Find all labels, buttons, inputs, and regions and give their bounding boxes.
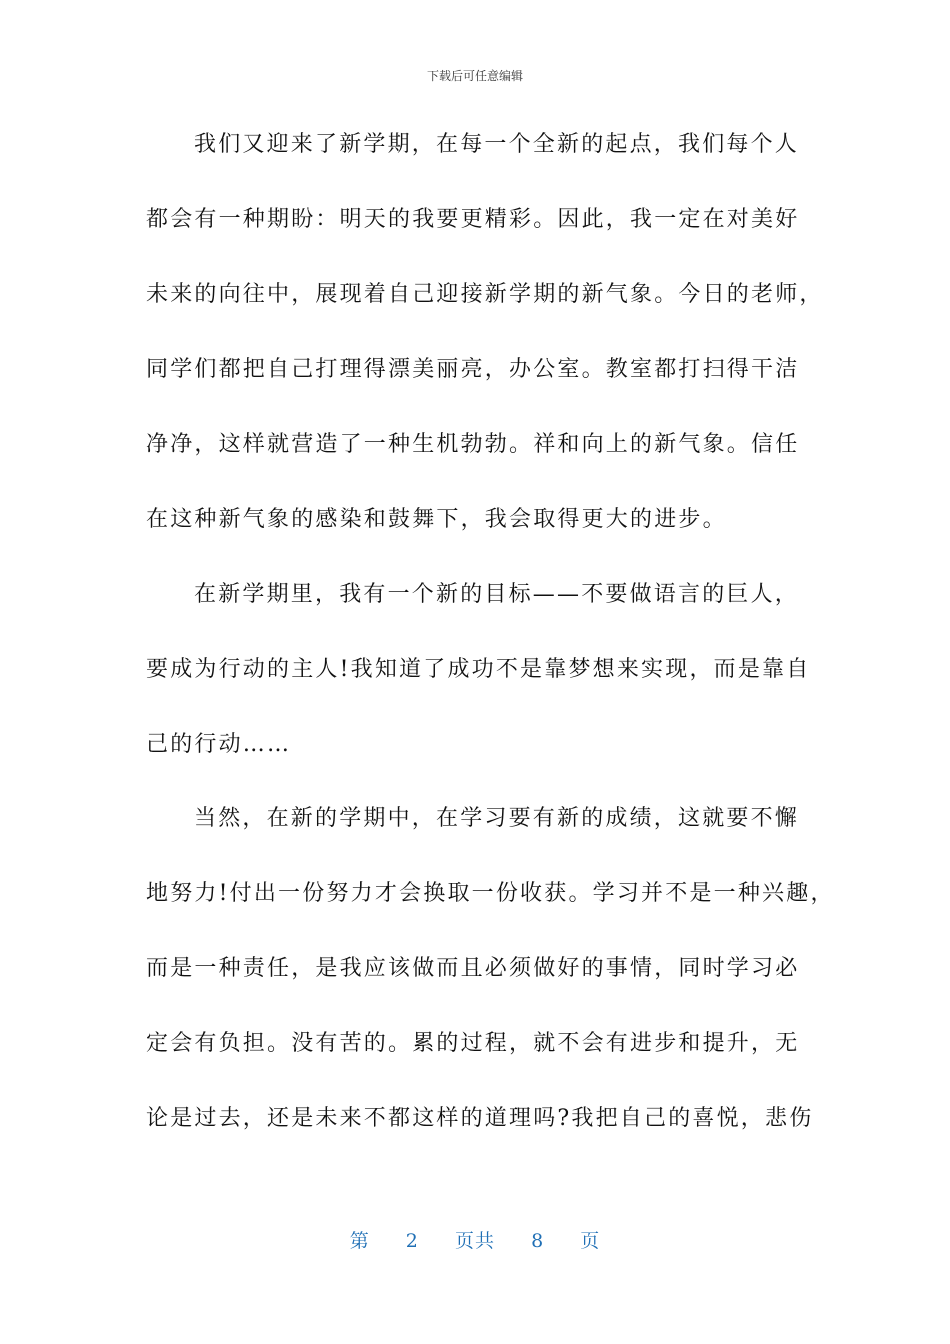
- paragraph-1-line-2: 都会有一种期盼：明天的我要更精彩。因此，我一定在对美好: [146, 207, 800, 232]
- paragraph-3-line-5: 论是过去，还是未来不都这样的道理吗?我把自己的喜悦，悲伤: [146, 1106, 814, 1131]
- paragraph-2-line-1: 在新学期里，我有一个新的目标——不要做语言的巨人，: [194, 582, 800, 607]
- paragraph-1-line-5: 净净，这样就营造了一种生机勃勃。祥和向上的新气象。信任: [146, 432, 800, 457]
- paragraph-1-line-3: 未来的向往中，展现着自己迎接新学期的新气象。今日的老师，: [146, 282, 824, 307]
- paragraph-1-line-1: 我们又迎来了新学期，在每一个全新的起点，我们每个人: [194, 132, 800, 157]
- paragraph-3-line-4: 定会有负担。没有苦的。累的过程，就不会有进步和提升，无: [146, 1031, 800, 1056]
- page-footer: [0, 1226, 950, 1253]
- paragraph-1-line-4: 同学们都把自己打理得漂美丽亮，办公室。教室都打扫得干洁: [146, 357, 800, 382]
- current-page-number: 2: [405, 1230, 419, 1252]
- paragraph-3-line-2: 地努力!付出一份努力才会换取一份收获。学习并不是一种兴趣，: [146, 881, 835, 906]
- paragraph-2-line-3: 己的行动……: [146, 732, 292, 757]
- paragraph-3-line-3: 而是一种责任，是我应该做而且必须做好的事情，同时学习必: [146, 956, 800, 981]
- footer-suffix: 页: [580, 1230, 601, 1252]
- page-header: 下载后可任意编辑: [426, 69, 523, 83]
- paragraph-2-line-2: 要成为行动的主人!我知道了成功不是靠梦想来实现，而是靠自: [146, 657, 811, 682]
- footer-middle: 页共: [454, 1230, 495, 1252]
- footer-prefix: 第: [349, 1230, 370, 1252]
- paragraph-3-line-1: 当然，在新的学期中，在学习要有新的成绩，这就要不懈: [194, 806, 800, 831]
- total-pages-number: 8: [531, 1230, 545, 1252]
- paragraph-1-line-6: 在这种新气象的感染和鼓舞下，我会取得更大的进步。: [146, 507, 727, 532]
